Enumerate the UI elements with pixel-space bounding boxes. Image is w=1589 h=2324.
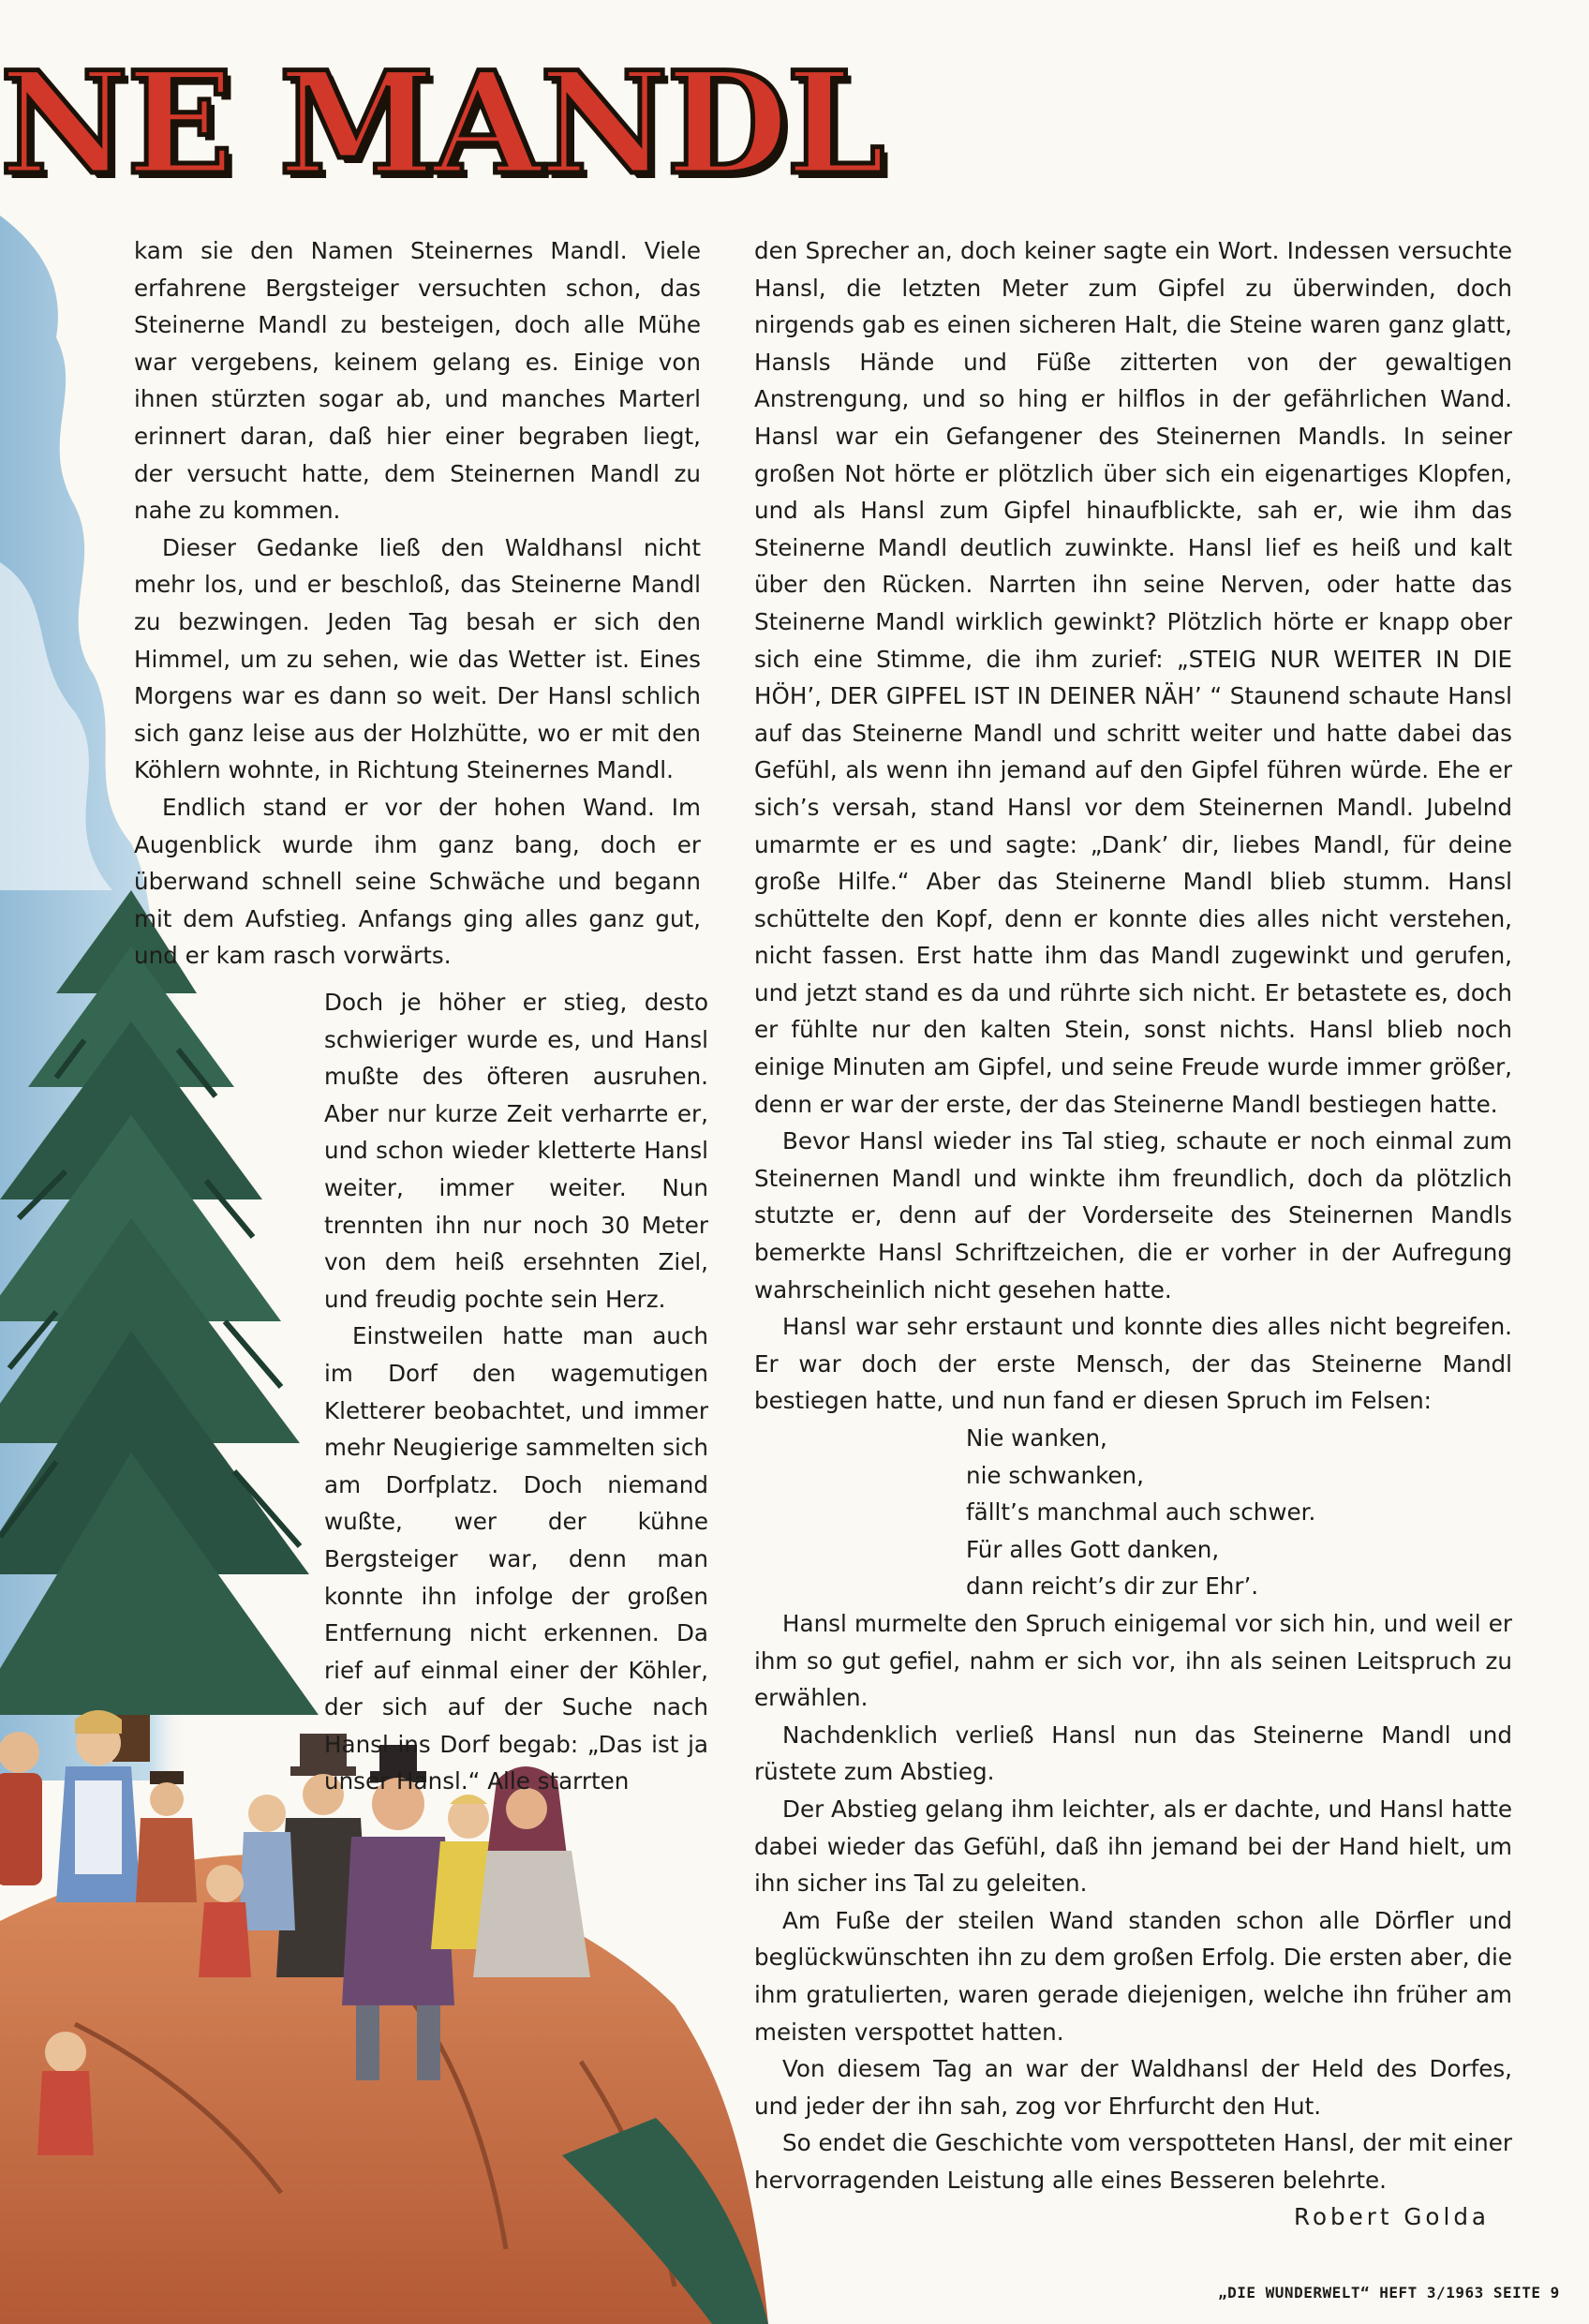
right-paragraph-3: Hansl war sehr erstaunt und konnte dies alles nicht begreifen. Er war doch der erste Mensch, der das Steinerne Mandl bestiegen hatte, und nun fand er diesen Spruch im Felsen:: [754, 1313, 1512, 1415]
left-paragraph-2: Dieser Gedanke ließ den Waldhansl nicht mehr los, und er beschloß, das Steinerne Mandl zu bezwingen. Jeden Tag besah er sich den Himmel, um zu sehen, wie das Wetter ist. Eines Morgens war es dann so weit. Der Hansl schlich sich ganz leise aus der Holzhütte, wo er mit den Köhlern wohnte, in Richtung Steinernes Mandl.: [134, 533, 701, 784]
left-column-top: [134, 232, 701, 975]
right-paragraph-1: den Sprecher an, doch keiner sagte ein Wort. Indessen versuchte Hansl, die letzten Meter zum Gipfel zu überwinden, doch nirgends gab es einen sicheren Halt, die Steine waren ganz glatt, Hansls Hände und Füße zitterten von der gewaltigen Anstrengung, und so hing er hilflos in der gefährlichen Wand. Hansl war ein Gefangener des Steinernen Mandls. In seiner großen Not hörte er plötzlich über sich ein eigenartiges Klopfen, und als Hansl zum Gipfel hinaufblickte, sah er, wie ihm das Steinerne Mandl deutlich zuwinkte. Hansl lief es heiß und kalt über den Rücken. Narrten ihn seine Nerven, oder hatte das Steinerne Mandl wirklich gewinkt? Plötzlich hörte er knapp ober sich eine Stimme, die ihm zurief: „STEIG NUR WEITER IN DIE HÖH’, DER GIPFEL IST IN DEINER NÄH’ “ Staunend schaute Hansl auf das Steinerne Mandl und schritt weiter und hatte dabei das Gefühl, als wenn ihn jemand auf den Gipfel führen würde. Ehe er sich’s versah, stand Hansl vor dem Steinernen Mandl. Jubelnd umarmte er es und sagte: „Dank’ dir, liebes Mandl, für deine große Hilfe.“ Aber das Steinerne Mandl blieb stumm. Hansl schüttelte den Kopf, denn er konnte dies alles nicht verstehen, nicht fassen. Erst hatte ihm das Mandl zugewinkt und gerufen, und jetzt stand es da und rührte sich nicht. Er betastete es, doch er fühlte nur den kalten Stein, sonst nichts. Hansl blieb noch einige Minuten am Gipfel, und seine Freude wurde immer größer, denn er war der erste, der das Steinerne Mandl bestiegen hatte.: [754, 237, 1512, 1118]
story-title: NE MANDL: [0, 41, 884, 206]
verse-block: [966, 1420, 1512, 1605]
left-column-narrow: [324, 984, 708, 1800]
verse-line-2: nie schwanken,: [966, 1461, 1144, 1489]
author-signature: Robert Golda: [1294, 2203, 1490, 2231]
verse-line-3: fällt’s manchmal auch schwer.: [966, 1498, 1316, 1527]
verse-line-4: Für alles Gott danken,: [966, 1535, 1220, 1563]
right-paragraph-4: Hansl murmelte den Spruch einigemal vor sich hin, und weil er ihm so gut gefiel, nahm er sich vor, ihn als seinen Leitspruch zu erwählen.: [754, 1609, 1512, 1712]
right-paragraph-8: Von diesem Tag an war der Waldhansl der Held des Dorfes, und jeder der ihn sah, zog vor Ehrfurcht den Hut.: [754, 2055, 1512, 2120]
right-column: [754, 232, 1512, 2236]
left-narrow-paragraph-2: Einstweilen hatte man auch im Dorf den wagemutigen Kletterer beobachtet, und immer mehr Neugierige sammelten sich am Dorfplatz. Doch niemand wußte, wer der kühne Bergsteiger war, denn man konnte ihn infolge der großen Entfernung nicht erkennen. Da rief auf einmal einer der Köhler, der sich auf der Suche nach Hansl ins Dorf begab: „Das ist ja unser Hansl.“ Alle starrten: [324, 1322, 708, 1795]
left-paragraph-3: Endlich stand er vor der hohen Wand. Im Augenblick wurde ihm ganz bang, doch er überwand schnell seine Schwäche und begann mit dem Aufstieg. Anfangs ging alles ganz gut, und er kam rasch vorwärts.: [134, 793, 701, 970]
right-paragraph-9: So endet die Geschichte vom verspotteten Hansl, der mit einer hervorragenden Leistung alle eines Besseren belehrte.: [754, 2129, 1512, 2194]
right-paragraph-5: Nachdenklich verließ Hansl nun das Steinerne Mandl und rüstete zum Abstieg.: [754, 1721, 1512, 1786]
verse-line-5: dann reicht’s dir zur Ehr’.: [966, 1572, 1259, 1601]
verse-line-1: Nie wanken,: [966, 1424, 1107, 1452]
right-paragraph-7: Am Fuße der steilen Wand standen schon alle Dörfler und beglückwünschten ihn zu dem großen Erfolg. Die ersten aber, die ihm gratulierten, waren gerade diejenigen, welche ihn früher am meisten verspottet hatten.: [754, 1906, 1512, 2046]
right-paragraph-2: Bevor Hansl wieder ins Tal stieg, schaute er noch einmal zum Steinernen Mandl und winkte ihm freundlich, doch da plötzlich stutzte er, denn auf der Vorderseite des Steinernen Mandls bemerkte Hansl Schriftzeichen, die er vorher in der Aufregung wahrscheinlich nicht gesehen hatte.: [754, 1127, 1512, 1304]
right-paragraph-6: Der Abstieg gelang ihm leichter, als er dachte, und Hansl hatte dabei wieder das Gefühl, daß ihn jemand bei der Hand hielt, um ihn sicher ins Tal zu geleiten.: [754, 1795, 1512, 1898]
left-paragraph-1: kam sie den Namen Steinernes Mandl. Viele erfahrene Bergsteiger versuchten schon, das Steinerne Mandl zu besteigen, doch alle Mühe war vergebens, keinem gelang es. Einige von ihnen stürzten sogar ab, und manches Marterl erinnert daran, daß hier einer begraben liegt, der versucht hatte, dem Steinernen Mandl zu nahe zu kommen.: [134, 237, 701, 525]
page-footer: „DIE WUNDERWELT“ HEFT 3/1963 SEITE 9: [1218, 2284, 1560, 2302]
left-narrow-paragraph-1: Doch je höher er stieg, desto schwieriger wurde es, und Hansl mußte des öfteren ausruhen. Aber nur kurze Zeit verharrte er, und schon wieder kletterte Hansl weiter, immer weiter. Nun trennten ihn nur noch 30 Meter von dem heiß ersehnten Ziel, und freudig pochte sein Herz.: [324, 989, 708, 1313]
